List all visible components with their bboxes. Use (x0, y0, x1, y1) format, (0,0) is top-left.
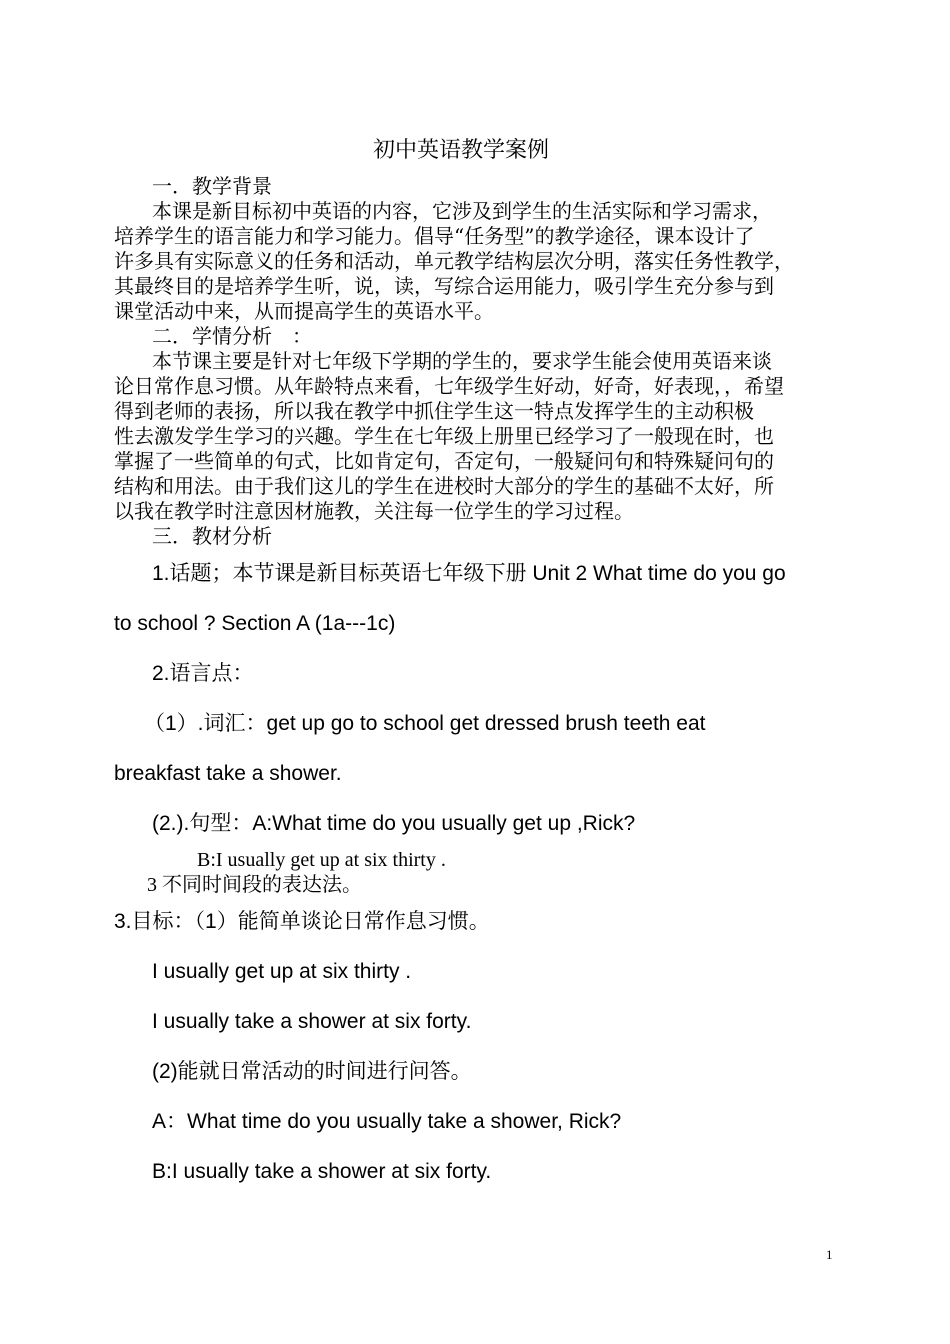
topic-line: to school ? Section A (1a---1c) (114, 612, 396, 635)
paragraph-line: 培养学生的语言能力和学习能力。倡导“任务型”的教学途径，课本设计了 (114, 224, 755, 248)
paragraph-line: 本节课主要是针对七年级下学期的学生的，要求学生能会使用英语来谈 (152, 349, 772, 373)
example-sentence: I usually get up at six thirty . (152, 960, 412, 983)
goal-line-2: (2)能就日常活动的时间进行问答。 (152, 1060, 472, 1083)
time-expression-line: 3 不同时间段的表达法。 (147, 874, 362, 896)
paragraph-line: 本课是新目标初中英语的内容，它涉及到学生的生活实际和学习需求， (152, 199, 772, 223)
paragraph-line: 论日常作息习惯。从年龄特点来看，七年级学生好动，好奇，好表现，，希望 (114, 374, 784, 398)
sentence-pattern-b: B:I usually get up at six thirty . (197, 849, 446, 871)
example-sentence: A：What time do you usually take a shower, Rick? (152, 1110, 622, 1133)
paragraph-line: 课堂活动中来，从而提高学生的英语水平。 (114, 299, 494, 323)
vocabulary-line: breakfast take a shower. (114, 762, 342, 785)
goal-line: 3.目标：（1）能简单谈论日常作息习惯。 (114, 910, 490, 933)
paragraph-line: 得到老师的表扬，所以我在教学中抓住学生这一特点发挥学生的主动积极 (114, 399, 754, 423)
example-sentence: B:I usually take a shower at six forty. (152, 1160, 492, 1183)
section-heading-background: 一．教学背景 (152, 174, 272, 198)
paragraph-line: 结构和用法。由于我们这儿的学生在进校时大部分的学生的基础不太好，所 (114, 474, 774, 498)
page-number: 1 (826, 1247, 833, 1262)
paragraph-line: 许多具有实际意义的任务和活动，单元教学结构层次分明，落实任务性教学， (114, 249, 794, 273)
vocabulary-line: （1）.词汇：get up go to school get dressed brush teeth eat (144, 712, 706, 735)
paragraph-line: 其最终目的是培养学生听，说，读，写综合运用能力，吸引学生充分参与到 (114, 274, 774, 298)
section-heading-material: 三．教材分析 (152, 524, 272, 548)
paragraph-line: 性去激发学生学习的兴趣。学生在七年级上册里已经学习了一般现在时，也 (114, 424, 774, 448)
example-sentence: I usually take a shower at six forty. (152, 1010, 472, 1033)
page-title: 初中英语教学案例 (373, 138, 550, 163)
section-heading-students: 二．学情分析 ： (152, 324, 312, 348)
topic-line: 1.话题；本节课是新目标英语七年级下册 Unit 2 What time do you go (152, 562, 786, 585)
paragraph-line: 掌握了一些简单的句式，比如肯定句，否定句，一般疑问句和特殊疑问句的 (114, 449, 774, 473)
sentence-pattern-a: (2.).句型：A:What time do you usually get up ,Rick? (152, 812, 636, 835)
language-points-label: 2.语言点： (152, 662, 254, 685)
paragraph-line: 以我在教学时注意因材施教，关注每一位学生的学习过程。 (114, 499, 634, 523)
